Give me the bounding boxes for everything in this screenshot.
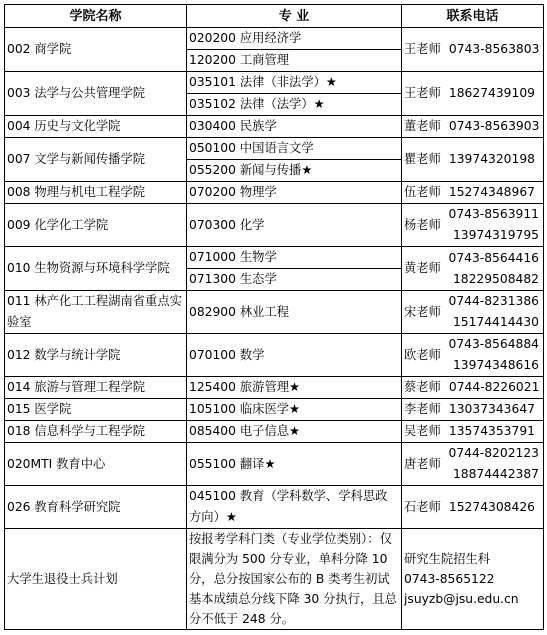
contact-block: [404, 421, 541, 442]
college-cell: 012 数学与统计学院: [5, 334, 187, 377]
header-college: 学院名称: [5, 5, 187, 28]
contact-block: [404, 377, 541, 398]
contact-phone: 18627439109: [448, 86, 535, 100]
contact-phone: 18229508482: [452, 271, 539, 286]
major-cell: 071000 生物学: [187, 247, 402, 269]
contact-name: 石老师: [404, 499, 441, 514]
contact-phone: 13974319795: [452, 228, 539, 242]
contact-phones: [441, 248, 541, 290]
contact-name: 瞿老师: [404, 152, 441, 166]
contact-cell: [402, 116, 544, 138]
major-cell: 030400 民族学: [187, 116, 402, 138]
contact-block: [404, 248, 541, 290]
contact-phone: 13974348616: [452, 358, 539, 372]
contact-phone: 0744-8202123: [448, 446, 539, 460]
college-cell: 大学生退役士兵计划: [5, 529, 187, 630]
contact-name: 唐老师: [404, 456, 441, 471]
contact-block: [404, 182, 541, 203]
college-cell: 009 化学化工学院: [5, 204, 187, 247]
college-cell: 003 法学与公共管理学院: [5, 72, 187, 116]
college-cell: 010 生物资源与环境科学学院: [5, 247, 187, 291]
contact-block: [404, 204, 541, 246]
college-cell: 011 林产化工工程湖南省重点实验室: [5, 291, 187, 334]
major-cell: 085400 电子信息★: [187, 421, 402, 443]
note-cell: [187, 529, 402, 630]
college-cell: 008 物理与机电工程学院: [5, 182, 187, 204]
contact-cell: [402, 334, 544, 377]
college-cell: 026 教育科学研究院: [5, 486, 187, 529]
contact-name: 欧老师: [404, 347, 441, 362]
table-row: [5, 486, 544, 529]
contact-phone: 0743-8563911: [448, 207, 539, 221]
contact-phone: 0744-8226021: [448, 380, 540, 394]
contact-phone: 0743-8563903: [448, 119, 540, 133]
note-text: 按报考学科门类（专业学位类别）：仅限满分为 500 分专业，单科分降 10 分，总分按国家公布的 B 类考生初试基本成绩总分线下降 30 分执行，且总分不低于 248 分。: [189, 532, 397, 626]
contact-phones: [441, 204, 541, 246]
contact-block: [404, 443, 541, 485]
college-cell: 014 旅游与管理工程学院: [5, 377, 187, 399]
contact-line: 研究生院招生科: [404, 552, 491, 566]
table-row: [5, 291, 544, 334]
contact-name: 王老师: [404, 86, 441, 100]
major-cell: 070300 化学: [187, 204, 402, 247]
contact-block: [404, 39, 541, 60]
table-row: [5, 204, 544, 247]
major-cell: 045100 教育（学科数学、学科思政方向）★: [187, 486, 402, 529]
table-row: [5, 116, 544, 138]
major-cell: 082900 林业工程: [187, 291, 402, 334]
contact-phones: [441, 334, 541, 376]
contact-cell: [402, 399, 544, 421]
contact-phone: 13574353791: [448, 424, 535, 438]
contact-cell: [402, 182, 544, 204]
table-row: [5, 247, 544, 269]
major-cell: 120200 工商管理: [187, 50, 402, 72]
college-cell: 004 历史与文化学院: [5, 116, 187, 138]
contact-name: 杨老师: [404, 217, 441, 232]
college-cell: 018 信息科学与工程学院: [5, 421, 187, 443]
contact-phone: 13037343647: [448, 402, 535, 416]
contact-name: 伍老师: [404, 185, 441, 199]
table-row: [5, 138, 544, 160]
contact-cell: [402, 291, 544, 334]
major-cell: 105100 临床医学★: [187, 399, 402, 421]
table-row: [5, 28, 544, 50]
contact-block: [404, 83, 541, 104]
contact-name: 蔡老师: [404, 380, 441, 394]
major-cell: 071300 生态学: [187, 269, 402, 291]
contact-phone: 15274348967: [448, 185, 535, 199]
contact-phone: 0743-8564416: [448, 250, 539, 265]
contact-block: [404, 149, 541, 170]
table-row: [5, 334, 544, 377]
contact-phones: [441, 443, 541, 485]
table-row: [5, 72, 544, 94]
table-body: [5, 28, 544, 630]
contact-block: [404, 291, 541, 333]
contact-name: 黄老师: [404, 261, 441, 275]
major-cell: 070100 数学: [187, 334, 402, 377]
contact-phone: 0743-8563803: [448, 42, 540, 56]
contact-cell: [402, 529, 544, 630]
contact-block: [404, 399, 541, 420]
major-cell: 070200 物理学: [187, 182, 402, 204]
contact-phone: 18874442387: [452, 467, 539, 481]
enrollment-table: [4, 4, 544, 630]
table-row: [5, 529, 544, 630]
college-cell: 002 商学院: [5, 28, 187, 72]
major-cell: 050100 中国语言文学: [187, 138, 402, 160]
contact-cell: [402, 421, 544, 443]
contact-phone: 0743-8564884: [448, 337, 539, 351]
college-cell: 015 医学院: [5, 399, 187, 421]
contact-phone: 15274308426: [448, 499, 535, 514]
contact-cell: [402, 138, 544, 182]
contact-cell: [402, 443, 544, 486]
college-cell: 020MTI 教育中心: [5, 443, 187, 486]
table-row: [5, 377, 544, 399]
contact-cell: [402, 247, 544, 291]
major-cell: 020200 应用经济学: [187, 28, 402, 50]
major-cell: 035102 法律（法学）★: [187, 94, 402, 116]
contact-block: [404, 334, 541, 376]
header-major: 专 业: [187, 5, 402, 28]
header-row: [5, 5, 544, 28]
contact-cell: [402, 28, 544, 72]
contact-cell: [402, 486, 544, 529]
contact-phones: [441, 291, 541, 333]
header-contact: 联系电话: [402, 5, 544, 28]
contact-name: 吴老师: [404, 424, 441, 438]
college-cell: 007 文学与新闻传播学院: [5, 138, 187, 182]
contact-phone: 0744-8231386: [448, 294, 539, 308]
major-cell: 055200 新闻与传播★: [187, 160, 402, 182]
contact-line: 0743-8565122: [404, 572, 495, 586]
major-cell: 125400 旅游管理★: [187, 377, 402, 399]
major-cell: 035101 法律（非法学）★: [187, 72, 402, 94]
contact-name: 宋老师: [404, 304, 441, 319]
contact-phone: 13974320198: [448, 152, 535, 166]
table-row: [5, 443, 544, 486]
contact-name: 董老师: [404, 119, 441, 133]
contact-block: [404, 116, 541, 137]
contact-cell: [402, 204, 544, 247]
contact-cell: [402, 377, 544, 399]
contact-name: 王老师: [404, 42, 441, 56]
contact-line: jsuyzb@jsu.edu.cn: [404, 592, 519, 606]
contact-block: [404, 497, 541, 518]
contact-name: 李老师: [404, 402, 441, 416]
contact-phone: 15174414430: [452, 315, 539, 329]
table-row: [5, 421, 544, 443]
major-cell: 055100 翻译★: [187, 443, 402, 486]
table-row: [5, 182, 544, 204]
contact-cell: [402, 72, 544, 116]
table-row: [5, 399, 544, 421]
